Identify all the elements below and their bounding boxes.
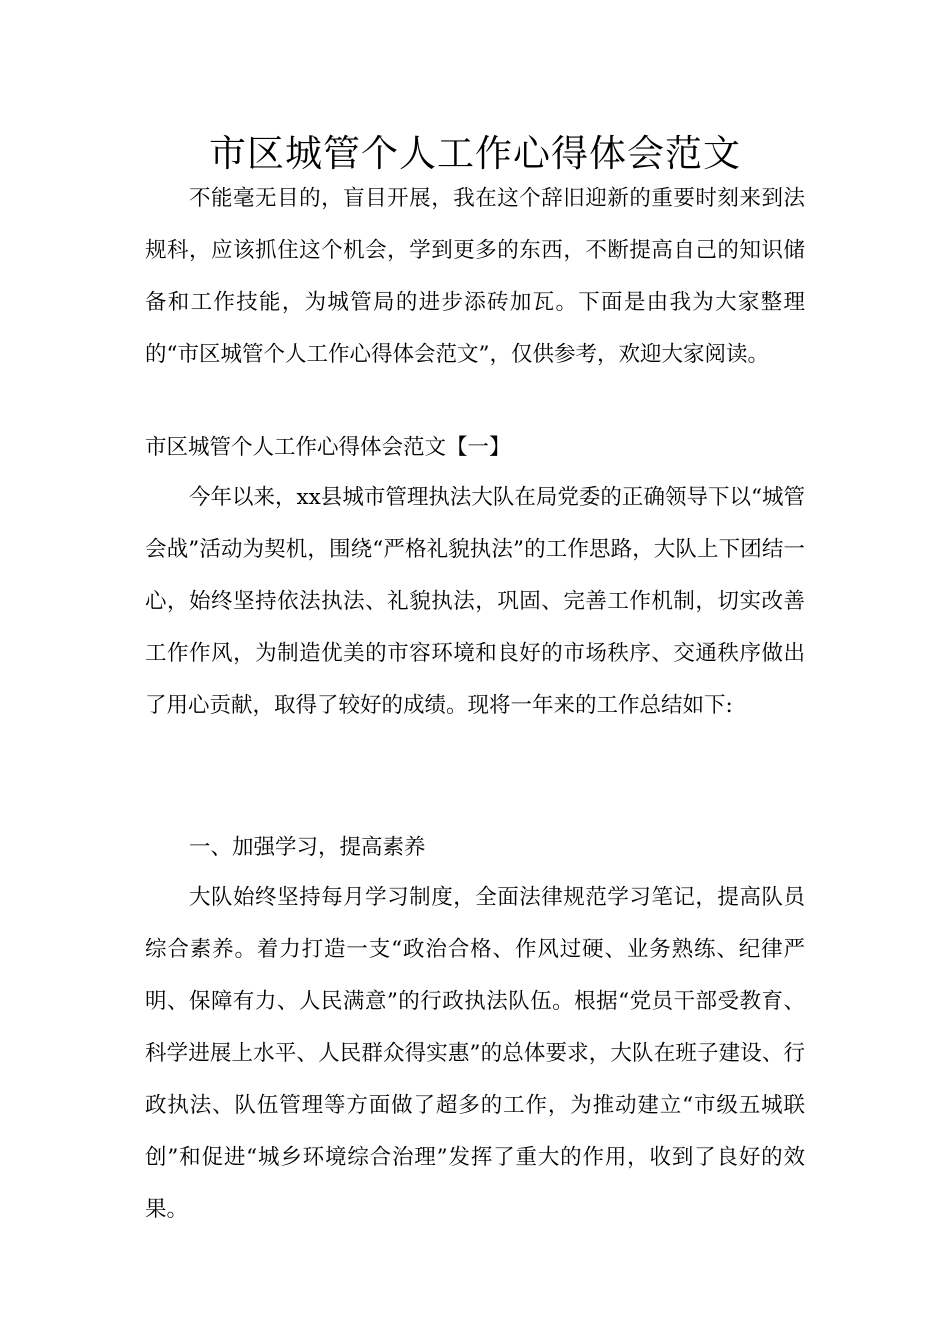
- document-title: 市区城管个人工作心得体会范文: [209, 132, 741, 175]
- body-paragraph-2: 大队始终坚持每月学习制度，全面法律规范学习笔记，提高队员综合素养。着力打造一支“政治合格、作风过硬、业务熟练、纪律严明、保障有力、人民满意”的行政执法队伍。根据“党员干部受教育、科学进展上水平、人民群众得实惠”的总体要求，大队在班子建设、行政执法、队伍管理等方面做了超多的工作，为推动建立“市级五城联创”和促进“城乡环境综合治理”发挥了重大的作用，收到了良好的效果。: [145, 885, 805, 1222]
- intro-paragraph: 不能毫无目的，盲目开展，我在这个辞旧迎新的重要时刻来到法规科，应该抓住这个机会，学到更多的东西，不断提高自己的知识储备和工作技能，为城管局的进步添砖加瓦。下面是由我为大家整理的“市区城管个人工作心得体会范文”，仅供参考，欢迎大家阅读。: [145, 186, 805, 367]
- section-title: 市区城管个人工作心得体会范文【一】: [145, 435, 511, 460]
- body-paragraph-1: 今年以来，xx县城市管理执法大队在局党委的正确领导下以“城管会战”活动为契机，围绕“严格礼貌执法”的工作思路，大队上下团结一心，始终坚持依法执法、礼貌执法，巩固、完善工作机制，切实改善工作作风，为制造优美的市容环境和良好的市场秩序、交通秩序做出了用心贡献，取得了较好的成绩。现将一年来的工作总结如下:: [145, 485, 805, 718]
- subheading-1: 一、加强学习，提高素养: [189, 835, 426, 860]
